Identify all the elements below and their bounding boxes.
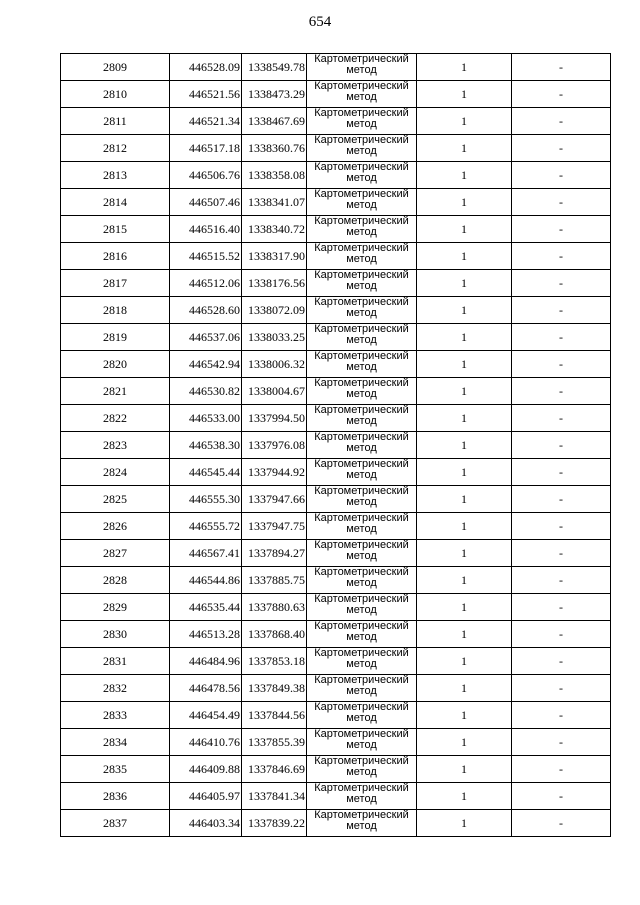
method-line-2: метод [346, 361, 377, 373]
note-cell: - [512, 648, 611, 675]
point-number-cell: 2813 [61, 162, 170, 189]
method-cell [307, 324, 417, 351]
table-row [61, 135, 611, 162]
accuracy-cell: 1 [417, 594, 512, 621]
accuracy-cell: 1 [417, 81, 512, 108]
method-line-2: метод [346, 658, 377, 670]
point-number-cell: 2833 [61, 702, 170, 729]
table-row [61, 567, 611, 594]
note-cell: - [512, 810, 611, 837]
method-cell [307, 621, 417, 648]
accuracy-cell: 1 [417, 270, 512, 297]
method-cell [307, 459, 417, 486]
table-row [61, 594, 611, 621]
y-coordinate-cell: 1337853.18 [242, 648, 307, 675]
note-cell: - [512, 405, 611, 432]
method-line-1: Картометрический [314, 728, 409, 740]
method-line-1: Картометрический [314, 809, 409, 821]
x-coordinate-cell: 446528.60 [170, 297, 242, 324]
point-number-cell: 2823 [61, 432, 170, 459]
note-cell: - [512, 567, 611, 594]
table-row [61, 648, 611, 675]
method-cell [307, 756, 417, 783]
note-cell: - [512, 216, 611, 243]
method-line-2: метод [346, 766, 377, 778]
method-cell [307, 162, 417, 189]
method-cell [307, 702, 417, 729]
method-line-1: Картометрический [314, 485, 409, 497]
method-line-2: метод [346, 685, 377, 697]
x-coordinate-cell: 446516.40 [170, 216, 242, 243]
y-coordinate-cell: 1337885.75 [242, 567, 307, 594]
accuracy-cell: 1 [417, 216, 512, 243]
point-number-cell: 2816 [61, 243, 170, 270]
method-line-2: метод [346, 91, 377, 103]
table-row [61, 702, 611, 729]
accuracy-cell: 1 [417, 567, 512, 594]
table-row [61, 513, 611, 540]
table-row [61, 216, 611, 243]
method-line-2: метод [346, 442, 377, 454]
point-number-cell: 2837 [61, 810, 170, 837]
method-line-1: Картометрический [314, 134, 409, 146]
x-coordinate-cell: 446535.44 [170, 594, 242, 621]
method-line-2: метод [346, 172, 377, 184]
accuracy-cell: 1 [417, 675, 512, 702]
accuracy-cell: 1 [417, 486, 512, 513]
method-line-2: метод [346, 280, 377, 292]
method-line-2: метод [346, 226, 377, 238]
note-cell: - [512, 486, 611, 513]
note-cell: - [512, 540, 611, 567]
note-cell: - [512, 432, 611, 459]
y-coordinate-cell: 1338360.76 [242, 135, 307, 162]
method-cell [307, 216, 417, 243]
method-line-1: Картометрический [314, 404, 409, 416]
method-line-2: метод [346, 253, 377, 265]
method-cell [307, 243, 417, 270]
y-coordinate-cell: 1338317.90 [242, 243, 307, 270]
table-row [61, 81, 611, 108]
method-cell [307, 648, 417, 675]
y-coordinate-cell: 1337868.40 [242, 621, 307, 648]
note-cell: - [512, 378, 611, 405]
y-coordinate-cell: 1338072.09 [242, 297, 307, 324]
x-coordinate-cell: 446517.18 [170, 135, 242, 162]
accuracy-cell: 1 [417, 135, 512, 162]
method-line-2: метод [346, 496, 377, 508]
x-coordinate-cell: 446538.30 [170, 432, 242, 459]
table-row [61, 675, 611, 702]
method-cell [307, 54, 417, 81]
point-number-cell: 2829 [61, 594, 170, 621]
method-line-2: метод [346, 604, 377, 616]
method-line-2: метод [346, 793, 377, 805]
table-row [61, 189, 611, 216]
x-coordinate-cell: 446533.00 [170, 405, 242, 432]
table-row [61, 432, 611, 459]
method-line-2: метод [346, 415, 377, 427]
table-row [61, 459, 611, 486]
method-line-1: Картометрический [314, 53, 409, 65]
table-row [61, 378, 611, 405]
note-cell: - [512, 297, 611, 324]
note-cell: - [512, 243, 611, 270]
note-cell: - [512, 621, 611, 648]
method-cell [307, 675, 417, 702]
x-coordinate-cell: 446405.97 [170, 783, 242, 810]
x-coordinate-cell: 446555.30 [170, 486, 242, 513]
y-coordinate-cell: 1338549.78 [242, 54, 307, 81]
method-line-1: Картометрический [314, 80, 409, 92]
method-line-1: Картометрический [314, 674, 409, 686]
table-body [61, 54, 611, 837]
accuracy-cell: 1 [417, 297, 512, 324]
x-coordinate-cell: 446530.82 [170, 378, 242, 405]
point-number-cell: 2822 [61, 405, 170, 432]
method-cell [307, 270, 417, 297]
table-row [61, 162, 611, 189]
method-line-2: метод [346, 820, 377, 832]
y-coordinate-cell: 1337841.34 [242, 783, 307, 810]
method-cell [307, 108, 417, 135]
method-cell [307, 405, 417, 432]
method-cell [307, 81, 417, 108]
accuracy-cell: 1 [417, 432, 512, 459]
method-cell [307, 540, 417, 567]
page-number: 654 [308, 14, 332, 30]
point-number-cell: 2812 [61, 135, 170, 162]
point-number-cell: 2819 [61, 324, 170, 351]
method-line-1: Картометрический [314, 458, 409, 470]
y-coordinate-cell: 1338033.25 [242, 324, 307, 351]
method-line-1: Картометрический [314, 323, 409, 335]
x-coordinate-cell: 446542.94 [170, 351, 242, 378]
x-coordinate-cell: 446521.34 [170, 108, 242, 135]
y-coordinate-cell: 1337947.66 [242, 486, 307, 513]
note-cell: - [512, 81, 611, 108]
note-cell: - [512, 594, 611, 621]
y-coordinate-cell: 1337839.22 [242, 810, 307, 837]
method-line-2: метод [346, 145, 377, 157]
x-coordinate-cell: 446409.88 [170, 756, 242, 783]
accuracy-cell: 1 [417, 621, 512, 648]
table-row [61, 324, 611, 351]
method-line-1: Картометрический [314, 512, 409, 524]
note-cell: - [512, 459, 611, 486]
method-line-2: метод [346, 631, 377, 643]
note-cell: - [512, 162, 611, 189]
method-cell [307, 567, 417, 594]
point-number-cell: 2817 [61, 270, 170, 297]
point-number-cell: 2814 [61, 189, 170, 216]
accuracy-cell: 1 [417, 108, 512, 135]
method-line-2: метод [346, 64, 377, 76]
accuracy-cell: 1 [417, 405, 512, 432]
x-coordinate-cell: 446567.41 [170, 540, 242, 567]
method-cell [307, 378, 417, 405]
x-coordinate-cell: 446478.56 [170, 675, 242, 702]
accuracy-cell: 1 [417, 324, 512, 351]
coordinates-table [60, 53, 611, 837]
y-coordinate-cell: 1338176.56 [242, 270, 307, 297]
note-cell: - [512, 189, 611, 216]
point-number-cell: 2832 [61, 675, 170, 702]
method-line-2: метод [346, 334, 377, 346]
method-cell [307, 729, 417, 756]
y-coordinate-cell: 1337944.92 [242, 459, 307, 486]
method-cell [307, 297, 417, 324]
method-line-2: метод [346, 712, 377, 724]
table-row [61, 540, 611, 567]
x-coordinate-cell: 446507.46 [170, 189, 242, 216]
note-cell: - [512, 351, 611, 378]
method-line-2: метод [346, 388, 377, 400]
method-line-2: метод [346, 550, 377, 562]
y-coordinate-cell: 1338340.72 [242, 216, 307, 243]
method-line-1: Картометрический [314, 431, 409, 443]
x-coordinate-cell: 446528.09 [170, 54, 242, 81]
method-line-1: Картометрический [314, 296, 409, 308]
method-line-2: метод [346, 739, 377, 751]
method-line-1: Картометрический [314, 215, 409, 227]
x-coordinate-cell: 446403.34 [170, 810, 242, 837]
method-cell [307, 783, 417, 810]
point-number-cell: 2821 [61, 378, 170, 405]
method-line-2: метод [346, 307, 377, 319]
method-line-1: Картометрический [314, 647, 409, 659]
method-line-1: Картометрический [314, 539, 409, 551]
table-row [61, 729, 611, 756]
accuracy-cell: 1 [417, 243, 512, 270]
table-row [61, 621, 611, 648]
note-cell: - [512, 702, 611, 729]
method-line-2: метод [346, 523, 377, 535]
y-coordinate-cell: 1337846.69 [242, 756, 307, 783]
y-coordinate-cell: 1338004.67 [242, 378, 307, 405]
x-coordinate-cell: 446513.28 [170, 621, 242, 648]
table-row [61, 351, 611, 378]
method-line-1: Картометрический [314, 161, 409, 173]
table-row [61, 54, 611, 81]
point-number-cell: 2815 [61, 216, 170, 243]
accuracy-cell: 1 [417, 540, 512, 567]
method-line-1: Картометрический [314, 593, 409, 605]
accuracy-cell: 1 [417, 513, 512, 540]
x-coordinate-cell: 446555.72 [170, 513, 242, 540]
method-cell [307, 432, 417, 459]
method-line-2: метод [346, 199, 377, 211]
x-coordinate-cell: 446484.96 [170, 648, 242, 675]
method-cell [307, 594, 417, 621]
y-coordinate-cell: 1337994.50 [242, 405, 307, 432]
y-coordinate-cell: 1337844.56 [242, 702, 307, 729]
table-row [61, 297, 611, 324]
method-line-1: Картометрический [314, 188, 409, 200]
y-coordinate-cell: 1337947.75 [242, 513, 307, 540]
point-number-cell: 2831 [61, 648, 170, 675]
method-line-1: Картометрический [314, 269, 409, 281]
accuracy-cell: 1 [417, 459, 512, 486]
accuracy-cell: 1 [417, 162, 512, 189]
table-row [61, 270, 611, 297]
point-number-cell: 2820 [61, 351, 170, 378]
x-coordinate-cell: 446515.52 [170, 243, 242, 270]
note-cell: - [512, 108, 611, 135]
point-number-cell: 2827 [61, 540, 170, 567]
table-row [61, 810, 611, 837]
x-coordinate-cell: 446506.76 [170, 162, 242, 189]
table-row [61, 756, 611, 783]
y-coordinate-cell: 1338358.08 [242, 162, 307, 189]
table-row [61, 108, 611, 135]
accuracy-cell: 1 [417, 756, 512, 783]
note-cell: - [512, 675, 611, 702]
accuracy-cell: 1 [417, 783, 512, 810]
x-coordinate-cell: 446512.06 [170, 270, 242, 297]
point-number-cell: 2828 [61, 567, 170, 594]
y-coordinate-cell: 1338473.29 [242, 81, 307, 108]
table-row [61, 486, 611, 513]
note-cell: - [512, 324, 611, 351]
table-row [61, 405, 611, 432]
accuracy-cell: 1 [417, 351, 512, 378]
note-cell: - [512, 135, 611, 162]
x-coordinate-cell: 446454.49 [170, 702, 242, 729]
point-number-cell: 2836 [61, 783, 170, 810]
method-cell [307, 189, 417, 216]
x-coordinate-cell: 446410.76 [170, 729, 242, 756]
x-coordinate-cell: 446537.06 [170, 324, 242, 351]
y-coordinate-cell: 1338467.69 [242, 108, 307, 135]
y-coordinate-cell: 1337855.39 [242, 729, 307, 756]
y-coordinate-cell: 1338341.07 [242, 189, 307, 216]
note-cell: - [512, 513, 611, 540]
table-row [61, 783, 611, 810]
y-coordinate-cell: 1337849.38 [242, 675, 307, 702]
accuracy-cell: 1 [417, 189, 512, 216]
point-number-cell: 2810 [61, 81, 170, 108]
method-line-1: Картометрический [314, 782, 409, 794]
point-number-cell: 2834 [61, 729, 170, 756]
table-row [61, 243, 611, 270]
y-coordinate-cell: 1337976.08 [242, 432, 307, 459]
method-line-1: Картометрический [314, 620, 409, 632]
y-coordinate-cell: 1337894.27 [242, 540, 307, 567]
y-coordinate-cell: 1338006.32 [242, 351, 307, 378]
note-cell: - [512, 270, 611, 297]
method-line-2: метод [346, 577, 377, 589]
note-cell: - [512, 756, 611, 783]
method-line-1: Картометрический [314, 242, 409, 254]
method-cell [307, 513, 417, 540]
accuracy-cell: 1 [417, 378, 512, 405]
accuracy-cell: 1 [417, 702, 512, 729]
note-cell: - [512, 783, 611, 810]
accuracy-cell: 1 [417, 729, 512, 756]
x-coordinate-cell: 446545.44 [170, 459, 242, 486]
method-line-1: Картометрический [314, 350, 409, 362]
method-cell [307, 486, 417, 513]
point-number-cell: 2825 [61, 486, 170, 513]
note-cell: - [512, 54, 611, 81]
y-coordinate-cell: 1337880.63 [242, 594, 307, 621]
accuracy-cell: 1 [417, 810, 512, 837]
method-line-2: метод [346, 118, 377, 130]
x-coordinate-cell: 446521.56 [170, 81, 242, 108]
method-line-1: Картометрический [314, 701, 409, 713]
point-number-cell: 2811 [61, 108, 170, 135]
point-number-cell: 2809 [61, 54, 170, 81]
method-line-1: Картометрический [314, 377, 409, 389]
point-number-cell: 2826 [61, 513, 170, 540]
point-number-cell: 2830 [61, 621, 170, 648]
point-number-cell: 2818 [61, 297, 170, 324]
x-coordinate-cell: 446544.86 [170, 567, 242, 594]
method-line-1: Картометрический [314, 107, 409, 119]
method-line-2: метод [346, 469, 377, 481]
method-cell [307, 810, 417, 837]
point-number-cell: 2824 [61, 459, 170, 486]
note-cell: - [512, 729, 611, 756]
method-cell [307, 135, 417, 162]
accuracy-cell: 1 [417, 648, 512, 675]
point-number-cell: 2835 [61, 756, 170, 783]
method-line-1: Картометрический [314, 566, 409, 578]
accuracy-cell: 1 [417, 54, 512, 81]
method-cell [307, 351, 417, 378]
method-line-1: Картометрический [314, 755, 409, 767]
